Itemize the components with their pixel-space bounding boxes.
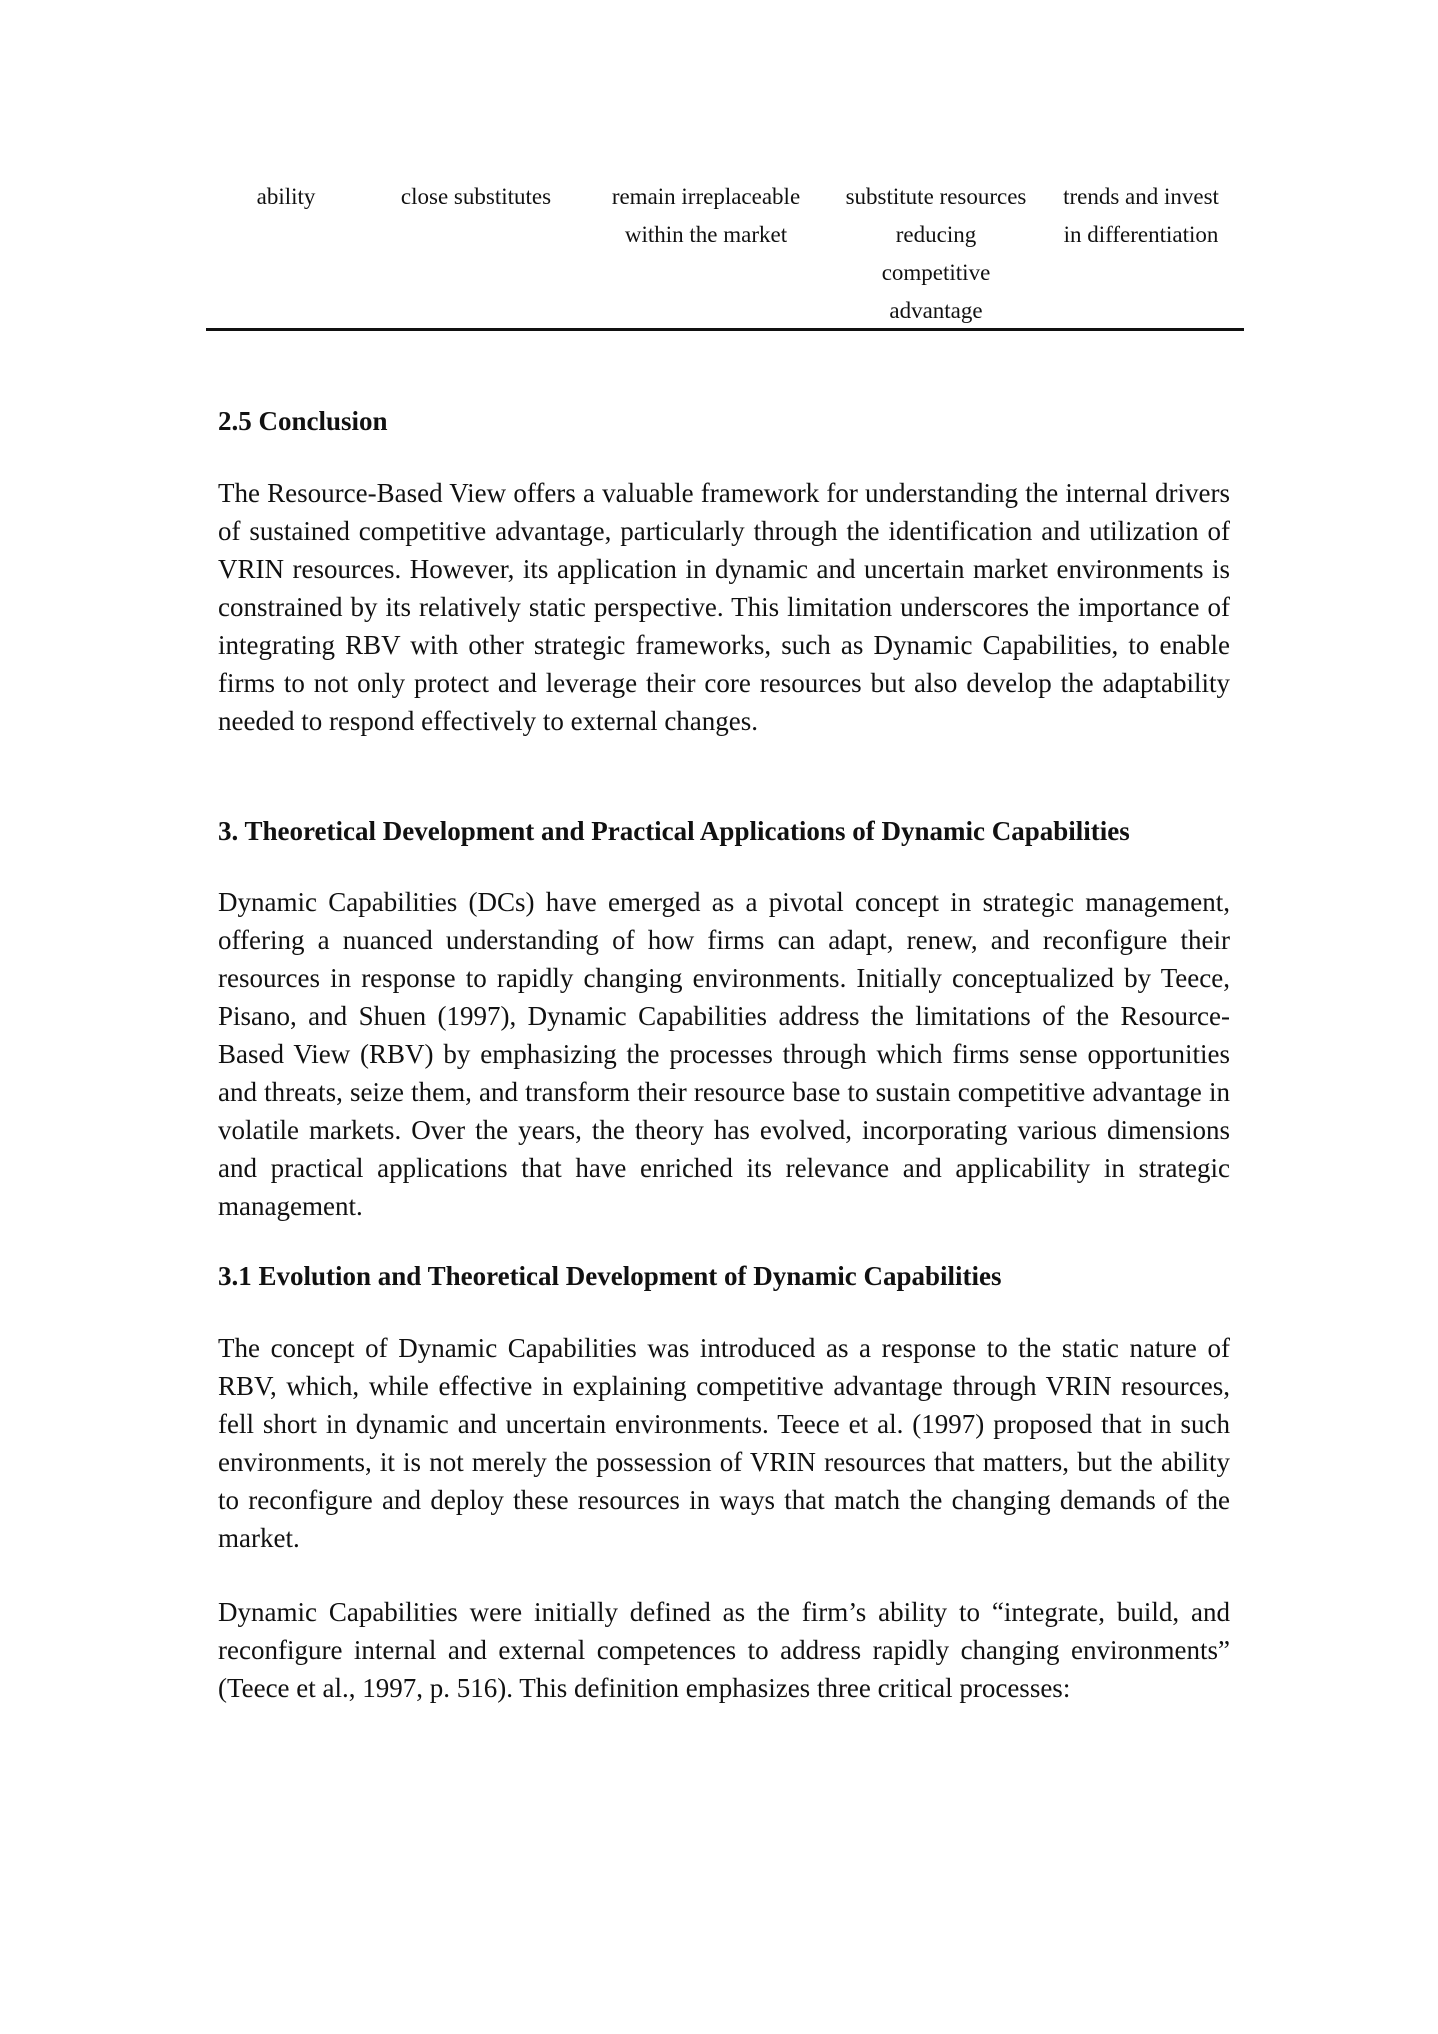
cell-line: close substitutes bbox=[400, 184, 552, 209]
table-cell bbox=[596, 178, 816, 254]
cell-line: trends and invest bbox=[1063, 184, 1219, 209]
section-heading: 3.1 Evolution and Theoretical Development of Dynamic Capabilities bbox=[218, 1261, 1002, 1291]
cell-line: remain irreplaceable bbox=[611, 184, 801, 209]
paragraph: Dynamic Capabilities were initially defined as the firm’s ability to “integrate, build, and reconfigure internal and external competences to address rapidly changing environments” (Teece et al., 1997, p. 516). This definition emphasizes three critical processes: bbox=[218, 1597, 1230, 1703]
cell-line: reducing bbox=[895, 222, 977, 247]
paragraph: The Resource-Based View offers a valuable framework for understanding the internal drivers of sustained competitive advantage, particularly through the identification and utilization of VRIN resources. However, its application in dynamic and uncertain market environments is constrained by its relatively static perspective. This limitation underscores the importance of integrating RBV with other strategic frameworks, such as Dynamic Capabilities, to enable firms to not only protect and leverage their core resources but also develop the adaptability needed to respond effectively to external changes. bbox=[218, 478, 1230, 736]
table-fragment bbox=[206, 178, 1244, 331]
cell-line: ability bbox=[256, 184, 316, 209]
table-cell bbox=[381, 178, 571, 216]
cell-line: in differentiation bbox=[1063, 222, 1219, 247]
table-cell bbox=[206, 178, 366, 216]
table-cell bbox=[1051, 178, 1231, 254]
cell-line: competitive bbox=[881, 260, 991, 285]
cell-line: advantage bbox=[889, 298, 983, 323]
section-heading: 3. Theoretical Development and Practical Applications of Dynamic Capabilities bbox=[218, 816, 1130, 846]
paragraph: Dynamic Capabilities (DCs) have emerged as a pivotal concept in strategic management, offering a nuanced understanding of how firms can adapt, renew, and reconfigure their resources in response to rapidly changing environments. Initially conceptualized by Teece, Pisano, and Shuen (1997), Dynamic Capabilities address the limitations of the Resource-Based View (RBV) by emphasizing the processes through which firms sense opportunities and threats, seize them, and transform their resource base to sustain competitive advantage in volatile markets. Over the years, the theory has evolved, incorporating various dimensions and practical applications that have enriched its relevance and applicability in strategic management. bbox=[218, 887, 1230, 1221]
cell-line: within the market bbox=[624, 222, 788, 247]
section-heading: 2.5 Conclusion bbox=[218, 406, 388, 436]
table-cell bbox=[831, 178, 1041, 330]
paragraph: The concept of Dynamic Capabilities was introduced as a response to the static nature of RBV, which, while effective in explaining competitive advantage through VRIN resources, fell short in dynamic and uncertain environments. Teece et al. (1997) proposed that in such environments, it is not merely the possession of VRIN resources that matters, but the ability to reconfigure and deploy these resources in ways that match the changing demands of the market. bbox=[218, 1333, 1230, 1553]
cell-line: substitute resources bbox=[845, 184, 1027, 209]
